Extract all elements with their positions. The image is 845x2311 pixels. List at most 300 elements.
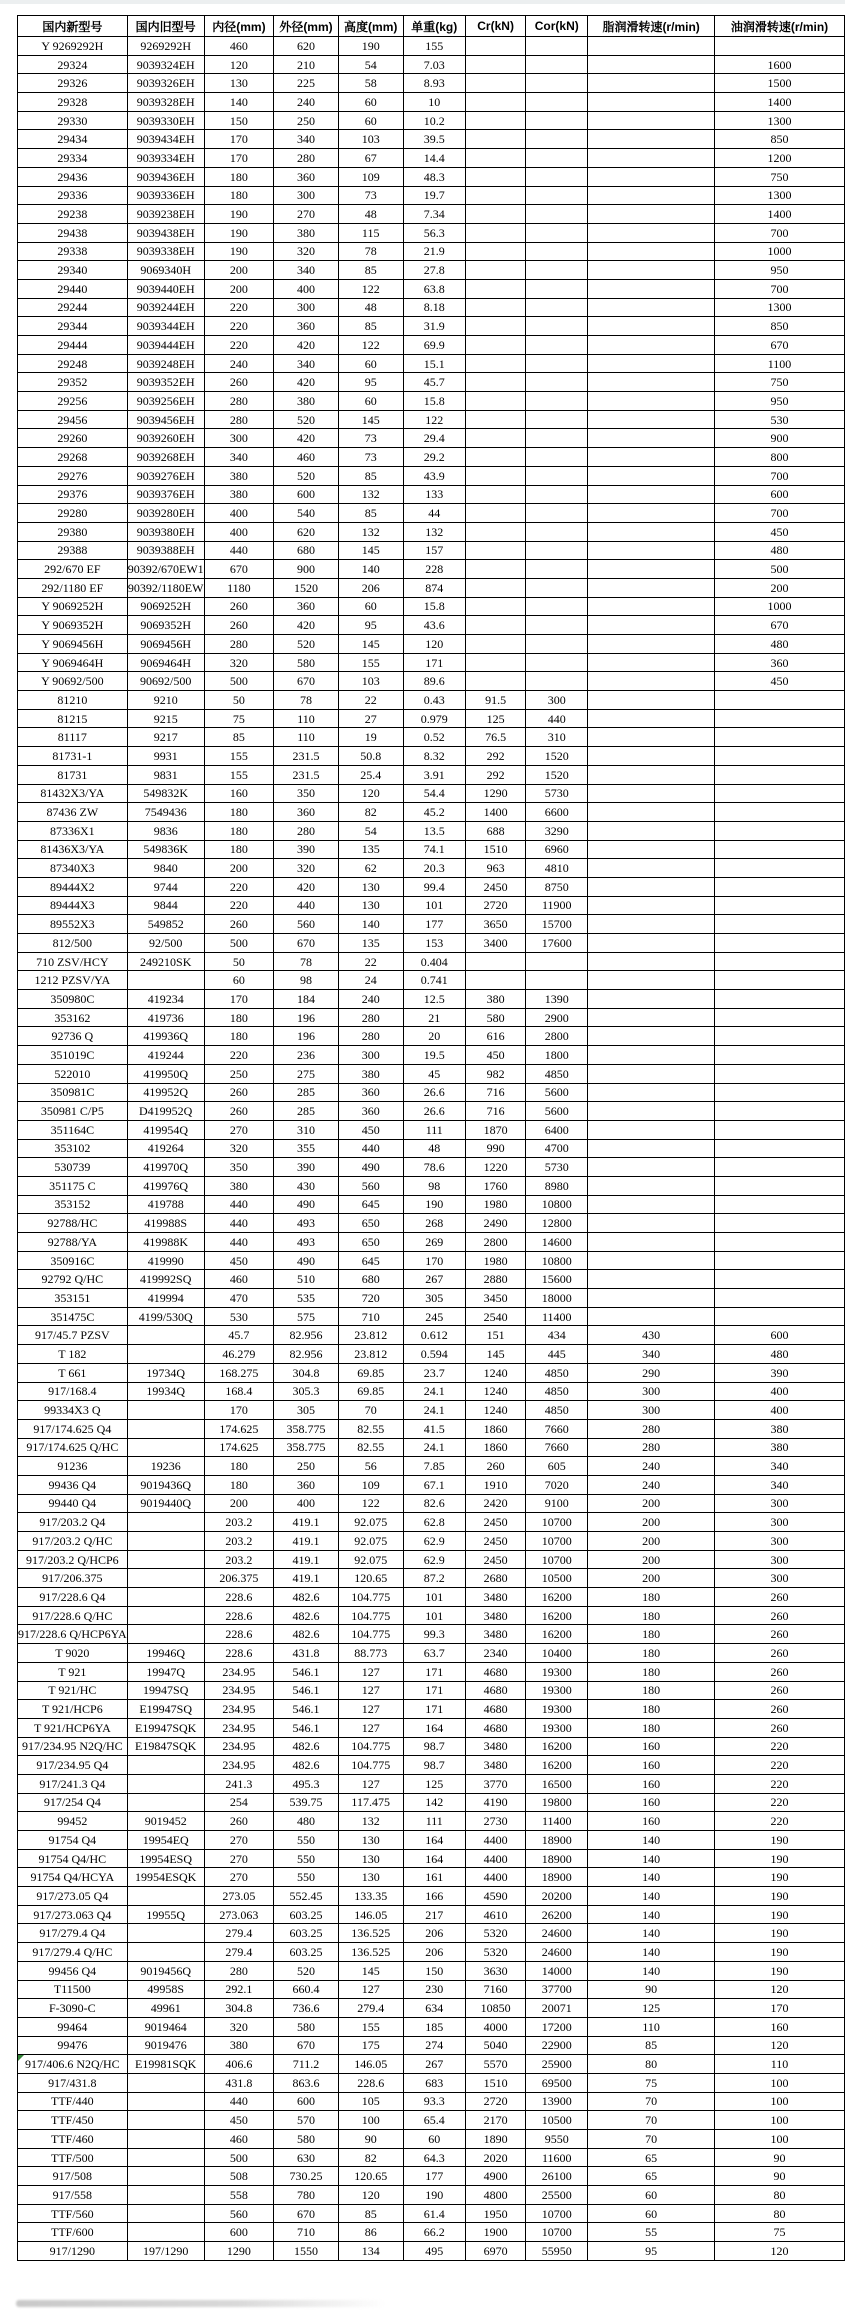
cell: 982 bbox=[465, 1064, 525, 1083]
cell: 120 bbox=[204, 55, 273, 74]
cell: 160 bbox=[715, 2017, 845, 2036]
cell: 19955Q bbox=[127, 1905, 204, 1924]
table-row bbox=[18, 1064, 845, 1083]
cell: 9831 bbox=[127, 765, 204, 784]
cell bbox=[465, 971, 525, 990]
cell: 269 bbox=[403, 1233, 465, 1252]
cell: 710 bbox=[338, 1307, 403, 1326]
cell: 420 bbox=[274, 877, 339, 896]
cell: 575 bbox=[274, 1307, 339, 1326]
cell: 9039244EH bbox=[127, 298, 204, 317]
cell: 81436X3/YA bbox=[18, 840, 128, 859]
cell: 419736 bbox=[127, 1008, 204, 1027]
table-row bbox=[18, 1774, 845, 1793]
cell: 1400 bbox=[465, 803, 525, 822]
cell: 234.95 bbox=[204, 1662, 273, 1681]
cell: 9039444EH bbox=[127, 336, 204, 355]
cell: 70 bbox=[588, 2130, 715, 2149]
cell bbox=[127, 1401, 204, 1420]
cell: 863.6 bbox=[274, 2073, 339, 2092]
cell: 155 bbox=[403, 37, 465, 56]
cell: 157 bbox=[403, 541, 465, 560]
cell: 10400 bbox=[526, 1644, 588, 1663]
cell bbox=[526, 504, 588, 523]
cell bbox=[526, 635, 588, 654]
cell: 1900 bbox=[465, 2223, 525, 2242]
cell: 166 bbox=[403, 1887, 465, 1906]
cell: 11900 bbox=[526, 896, 588, 915]
table-row bbox=[18, 709, 845, 728]
cell: 75 bbox=[588, 2073, 715, 2092]
cell bbox=[127, 2148, 204, 2167]
cell: 2800 bbox=[465, 1233, 525, 1252]
cell bbox=[588, 392, 715, 411]
cell: 480 bbox=[715, 1345, 845, 1364]
cell: 482.6 bbox=[274, 1606, 339, 1625]
cell: 419264 bbox=[127, 1139, 204, 1158]
cell: 230 bbox=[403, 1980, 465, 1999]
cell: 304.8 bbox=[204, 1999, 273, 2018]
cell: 10500 bbox=[526, 2111, 588, 2130]
cell: 320 bbox=[274, 859, 339, 878]
cell: 19947SQ bbox=[127, 1681, 204, 1700]
cell: 420 bbox=[274, 616, 339, 635]
cell: 420 bbox=[274, 429, 339, 448]
cell: 1950 bbox=[465, 2204, 525, 2223]
cell: 390 bbox=[715, 1363, 845, 1382]
cell: 91.5 bbox=[465, 691, 525, 710]
cell bbox=[465, 130, 525, 149]
cell: 9039330EH bbox=[127, 111, 204, 130]
cell: 170 bbox=[204, 149, 273, 168]
cell: 730.25 bbox=[274, 2167, 339, 2186]
cell: 482.6 bbox=[274, 1588, 339, 1607]
cell: 19300 bbox=[526, 1718, 588, 1737]
cell: 109 bbox=[338, 1475, 403, 1494]
table-row bbox=[18, 1008, 845, 1027]
cell: 190 bbox=[715, 1868, 845, 1887]
cell: 560 bbox=[204, 2204, 273, 2223]
cell: 92.075 bbox=[338, 1513, 403, 1532]
cell: 917/234.95 Q4 bbox=[18, 1756, 128, 1775]
cell: 74.1 bbox=[403, 840, 465, 859]
cell: 9836 bbox=[127, 821, 204, 840]
cell: 73 bbox=[338, 429, 403, 448]
cell: 900 bbox=[715, 429, 845, 448]
cell: 9210 bbox=[127, 691, 204, 710]
cell: 31.9 bbox=[403, 317, 465, 336]
cell: 1600 bbox=[715, 55, 845, 74]
cell: 560 bbox=[338, 1176, 403, 1195]
cell: 736.6 bbox=[274, 1999, 339, 2018]
cell: 18900 bbox=[526, 1868, 588, 1887]
table-row bbox=[18, 1681, 845, 1700]
cell: 431.8 bbox=[274, 1644, 339, 1663]
cell: 18900 bbox=[526, 1831, 588, 1850]
cell: 120 bbox=[338, 2186, 403, 2205]
cell: 60 bbox=[204, 971, 273, 990]
cell: 100 bbox=[715, 2092, 845, 2111]
cell: 64.3 bbox=[403, 2148, 465, 2167]
cell: 3.91 bbox=[403, 765, 465, 784]
cell: 400 bbox=[715, 1382, 845, 1401]
cell: 550 bbox=[274, 1868, 339, 1887]
cell: 580 bbox=[274, 2017, 339, 2036]
table-row bbox=[18, 1831, 845, 1850]
cell: 260 bbox=[715, 1606, 845, 1625]
cell: 180 bbox=[588, 1700, 715, 1719]
cell: 670 bbox=[274, 2036, 339, 2055]
cell: 92736 Q bbox=[18, 1027, 128, 1046]
cell: 4850 bbox=[526, 1382, 588, 1401]
cell: 450 bbox=[465, 1046, 525, 1065]
cell: 78 bbox=[338, 242, 403, 261]
cell: 680 bbox=[338, 1270, 403, 1289]
cell: 29330 bbox=[18, 111, 128, 130]
cell bbox=[465, 410, 525, 429]
cell: 48 bbox=[403, 1139, 465, 1158]
cell: 650 bbox=[338, 1233, 403, 1252]
cell: 419.1 bbox=[274, 1569, 339, 1588]
cell: 140 bbox=[588, 1868, 715, 1887]
cell: 19300 bbox=[526, 1700, 588, 1719]
cell bbox=[588, 37, 715, 56]
cell: 15.8 bbox=[403, 392, 465, 411]
cell: 132 bbox=[338, 485, 403, 504]
cell: 104.775 bbox=[338, 1588, 403, 1607]
cell bbox=[465, 55, 525, 74]
cell: 140 bbox=[338, 915, 403, 934]
cell: 430 bbox=[274, 1176, 339, 1195]
table-row bbox=[18, 410, 845, 429]
cell: 29436 bbox=[18, 167, 128, 186]
cell: 917/279.4 Q4 bbox=[18, 1924, 128, 1943]
cell: 267 bbox=[403, 2055, 465, 2074]
table-row bbox=[18, 2204, 845, 2223]
cell: 78 bbox=[274, 952, 339, 971]
cell bbox=[588, 653, 715, 672]
cell: 450 bbox=[715, 672, 845, 691]
cell: 420 bbox=[274, 373, 339, 392]
cell: 60 bbox=[403, 2130, 465, 2149]
cell bbox=[715, 934, 845, 953]
cell: 234.95 bbox=[204, 1756, 273, 1775]
table-row bbox=[18, 2055, 845, 2074]
cell: 280 bbox=[588, 1438, 715, 1457]
cell: 360 bbox=[715, 653, 845, 672]
cell: 950 bbox=[715, 261, 845, 280]
cell: Y 90692/500 bbox=[18, 672, 128, 691]
cell: 206 bbox=[403, 1943, 465, 1962]
cell bbox=[715, 1289, 845, 1308]
cell bbox=[588, 784, 715, 803]
cell: 45 bbox=[403, 1064, 465, 1083]
cell: 300 bbox=[715, 1550, 845, 1569]
table-row bbox=[18, 653, 845, 672]
cell: 950 bbox=[715, 392, 845, 411]
cell: 91236 bbox=[18, 1457, 128, 1476]
cell: T 182 bbox=[18, 1345, 128, 1364]
table-row bbox=[18, 223, 845, 242]
cell: 200 bbox=[204, 261, 273, 280]
cell: 917/45.7 PZSV bbox=[18, 1326, 128, 1345]
cell: 280 bbox=[274, 149, 339, 168]
cell: 110 bbox=[588, 2017, 715, 2036]
cell: 160 bbox=[588, 1793, 715, 1812]
cell: 200 bbox=[204, 859, 273, 878]
cell: 200 bbox=[588, 1494, 715, 1513]
cell: 180 bbox=[588, 1644, 715, 1663]
cell: 270 bbox=[204, 1831, 273, 1850]
cell: 570 bbox=[274, 2111, 339, 2130]
cell: 440 bbox=[204, 2092, 273, 2111]
cell: 305 bbox=[274, 1401, 339, 1420]
column-header: Cor(kN) bbox=[526, 16, 588, 37]
cell: 10700 bbox=[526, 1532, 588, 1551]
cell: 1510 bbox=[465, 2073, 525, 2092]
cell: 750 bbox=[715, 167, 845, 186]
table-row bbox=[18, 1644, 845, 1663]
cell bbox=[127, 1943, 204, 1962]
cell: 520 bbox=[274, 410, 339, 429]
cell: 490 bbox=[274, 1195, 339, 1214]
cell: 27 bbox=[338, 709, 403, 728]
cell: 4400 bbox=[465, 1849, 525, 1868]
cell: 340 bbox=[274, 261, 339, 280]
cell bbox=[715, 859, 845, 878]
cell: 87436 ZW bbox=[18, 803, 128, 822]
cell bbox=[588, 1195, 715, 1214]
cell: 549832K bbox=[127, 784, 204, 803]
cell: 122 bbox=[338, 1494, 403, 1513]
cell: 180 bbox=[588, 1718, 715, 1737]
cell bbox=[715, 1027, 845, 1046]
cell: 9039436EH bbox=[127, 167, 204, 186]
table-row bbox=[18, 840, 845, 859]
cell bbox=[588, 186, 715, 205]
cell: 200 bbox=[588, 1569, 715, 1588]
cell: 419936Q bbox=[127, 1027, 204, 1046]
cell: 549836K bbox=[127, 840, 204, 859]
table-row bbox=[18, 2073, 845, 2092]
cell: 670 bbox=[274, 2204, 339, 2223]
cell bbox=[588, 1233, 715, 1252]
cell: 305 bbox=[403, 1289, 465, 1308]
cell: TTF/460 bbox=[18, 2130, 128, 2149]
cell: 260 bbox=[465, 1457, 525, 1476]
cell: 700 bbox=[715, 279, 845, 298]
cell: 1212 PZSV/YA bbox=[18, 971, 128, 990]
cell bbox=[526, 392, 588, 411]
cell: 490 bbox=[338, 1158, 403, 1177]
cell: 340 bbox=[588, 1345, 715, 1364]
cell: 580 bbox=[274, 653, 339, 672]
cell: 917/203.2 Q/HCP6 bbox=[18, 1550, 128, 1569]
cell: 19 bbox=[338, 728, 403, 747]
cell: 174.625 bbox=[204, 1438, 273, 1457]
cell: 90692/500 bbox=[127, 672, 204, 691]
cell: 292/670 EF bbox=[18, 560, 128, 579]
table-row bbox=[18, 635, 845, 654]
cell: 234.95 bbox=[204, 1700, 273, 1719]
cell: 440 bbox=[274, 896, 339, 915]
cell: 0.612 bbox=[403, 1326, 465, 1345]
cell: 300 bbox=[715, 1532, 845, 1551]
cell: 220 bbox=[715, 1793, 845, 1812]
cell: 110 bbox=[715, 2055, 845, 2074]
cell: 9019476 bbox=[127, 2036, 204, 2055]
cell: 292.1 bbox=[204, 1980, 273, 1999]
cell bbox=[465, 242, 525, 261]
cell: 25500 bbox=[526, 2186, 588, 2205]
cell: 254 bbox=[204, 1793, 273, 1812]
cell: 190 bbox=[338, 37, 403, 56]
cell: 508 bbox=[204, 2167, 273, 2186]
cell: 0.979 bbox=[403, 709, 465, 728]
cell: 16200 bbox=[526, 1606, 588, 1625]
cell: 104.775 bbox=[338, 1606, 403, 1625]
cell: 340 bbox=[715, 1475, 845, 1494]
cell: 2900 bbox=[526, 1008, 588, 1027]
cell: 55950 bbox=[526, 2242, 588, 2261]
cell bbox=[588, 74, 715, 93]
cell bbox=[526, 560, 588, 579]
cell: 200 bbox=[715, 578, 845, 597]
cell: 360 bbox=[338, 1083, 403, 1102]
cell: 99436 Q4 bbox=[18, 1475, 128, 1494]
cell: 99452 bbox=[18, 1812, 128, 1831]
cell: 26100 bbox=[526, 2167, 588, 2186]
cell bbox=[465, 336, 525, 355]
cell: 10.2 bbox=[403, 111, 465, 130]
cell: 29244 bbox=[18, 298, 128, 317]
cell: 9039276EH bbox=[127, 466, 204, 485]
cell: 135 bbox=[338, 934, 403, 953]
cell: 420 bbox=[274, 336, 339, 355]
cell: 351019C bbox=[18, 1046, 128, 1065]
cell: 180 bbox=[588, 1588, 715, 1607]
cell bbox=[588, 205, 715, 224]
table-row bbox=[18, 1251, 845, 1270]
cell: 29376 bbox=[18, 485, 128, 504]
cell: 419970Q bbox=[127, 1158, 204, 1177]
cell: 9931 bbox=[127, 747, 204, 766]
cell: 103 bbox=[338, 672, 403, 691]
cell bbox=[588, 934, 715, 953]
cell: 122 bbox=[338, 336, 403, 355]
cell: 136.525 bbox=[338, 1943, 403, 1962]
cell: 419.1 bbox=[274, 1513, 339, 1532]
cell bbox=[127, 1550, 204, 1569]
column-header: 高度(mm) bbox=[338, 16, 403, 37]
cell: 12.5 bbox=[403, 990, 465, 1009]
cell: E19847SQK bbox=[127, 1737, 204, 1756]
cell: 19300 bbox=[526, 1681, 588, 1700]
cell bbox=[465, 317, 525, 336]
cell: 228.6 bbox=[204, 1588, 273, 1607]
cell: 155 bbox=[204, 765, 273, 784]
cell: 200 bbox=[588, 1532, 715, 1551]
cell bbox=[588, 1289, 715, 1308]
table-row bbox=[18, 1737, 845, 1756]
cell bbox=[588, 223, 715, 242]
cell: 190 bbox=[715, 1831, 845, 1850]
cell: 9039268EH bbox=[127, 448, 204, 467]
cell: 29280 bbox=[18, 504, 128, 523]
cell: 270 bbox=[204, 1120, 273, 1139]
cell bbox=[588, 167, 715, 186]
cell: 260 bbox=[204, 1083, 273, 1102]
cell: 1290 bbox=[204, 2242, 273, 2261]
cell: 300 bbox=[274, 186, 339, 205]
cell: 180 bbox=[204, 1475, 273, 1494]
cell: 620 bbox=[274, 522, 339, 541]
cell: 353162 bbox=[18, 1008, 128, 1027]
cell: 180 bbox=[588, 1662, 715, 1681]
cell: 76.5 bbox=[465, 728, 525, 747]
cell: 190 bbox=[204, 242, 273, 261]
cell: 292 bbox=[465, 765, 525, 784]
table-row bbox=[18, 504, 845, 523]
cell bbox=[127, 1756, 204, 1775]
table-row bbox=[18, 541, 845, 560]
cell: 522010 bbox=[18, 1064, 128, 1083]
cell: TTF/600 bbox=[18, 2223, 128, 2242]
cell: 200 bbox=[588, 1550, 715, 1569]
cell: 292 bbox=[465, 747, 525, 766]
cell: 15.1 bbox=[403, 354, 465, 373]
cell: 530 bbox=[715, 410, 845, 429]
cell: 250 bbox=[204, 1064, 273, 1083]
cell bbox=[526, 37, 588, 56]
cell: 190 bbox=[715, 1924, 845, 1943]
cell: 9069352H bbox=[127, 616, 204, 635]
cell: 460 bbox=[204, 1270, 273, 1289]
cell: 22 bbox=[338, 952, 403, 971]
cell: 460 bbox=[204, 2130, 273, 2149]
cell: 91754 Q4 bbox=[18, 1831, 128, 1850]
cell: 62.8 bbox=[403, 1513, 465, 1532]
table-row bbox=[18, 952, 845, 971]
cell: 482.6 bbox=[274, 1625, 339, 1644]
cell bbox=[127, 1419, 204, 1438]
cell: 63.8 bbox=[403, 279, 465, 298]
table-row bbox=[18, 1475, 845, 1494]
cell: 24600 bbox=[526, 1924, 588, 1943]
cell bbox=[588, 560, 715, 579]
cell: 292/1180 EF bbox=[18, 578, 128, 597]
cell: 2730 bbox=[465, 1812, 525, 1831]
cell: 285 bbox=[274, 1083, 339, 1102]
cell: 190 bbox=[715, 1943, 845, 1962]
cell bbox=[588, 803, 715, 822]
cell: 4900 bbox=[465, 2167, 525, 2186]
bearing-spec-table bbox=[17, 15, 845, 2261]
cell: 500 bbox=[715, 560, 845, 579]
cell: 99440 Q4 bbox=[18, 1494, 128, 1513]
table-row bbox=[18, 186, 845, 205]
cell: 49961 bbox=[127, 1999, 204, 2018]
cell: 4680 bbox=[465, 1662, 525, 1681]
cell bbox=[465, 373, 525, 392]
cell: 9039280EH bbox=[127, 504, 204, 523]
cell bbox=[526, 448, 588, 467]
cell: 380 bbox=[274, 223, 339, 242]
cell: 220 bbox=[715, 1756, 845, 1775]
cell bbox=[127, 2111, 204, 2130]
cell: 73 bbox=[338, 448, 403, 467]
table-row bbox=[18, 1588, 845, 1607]
